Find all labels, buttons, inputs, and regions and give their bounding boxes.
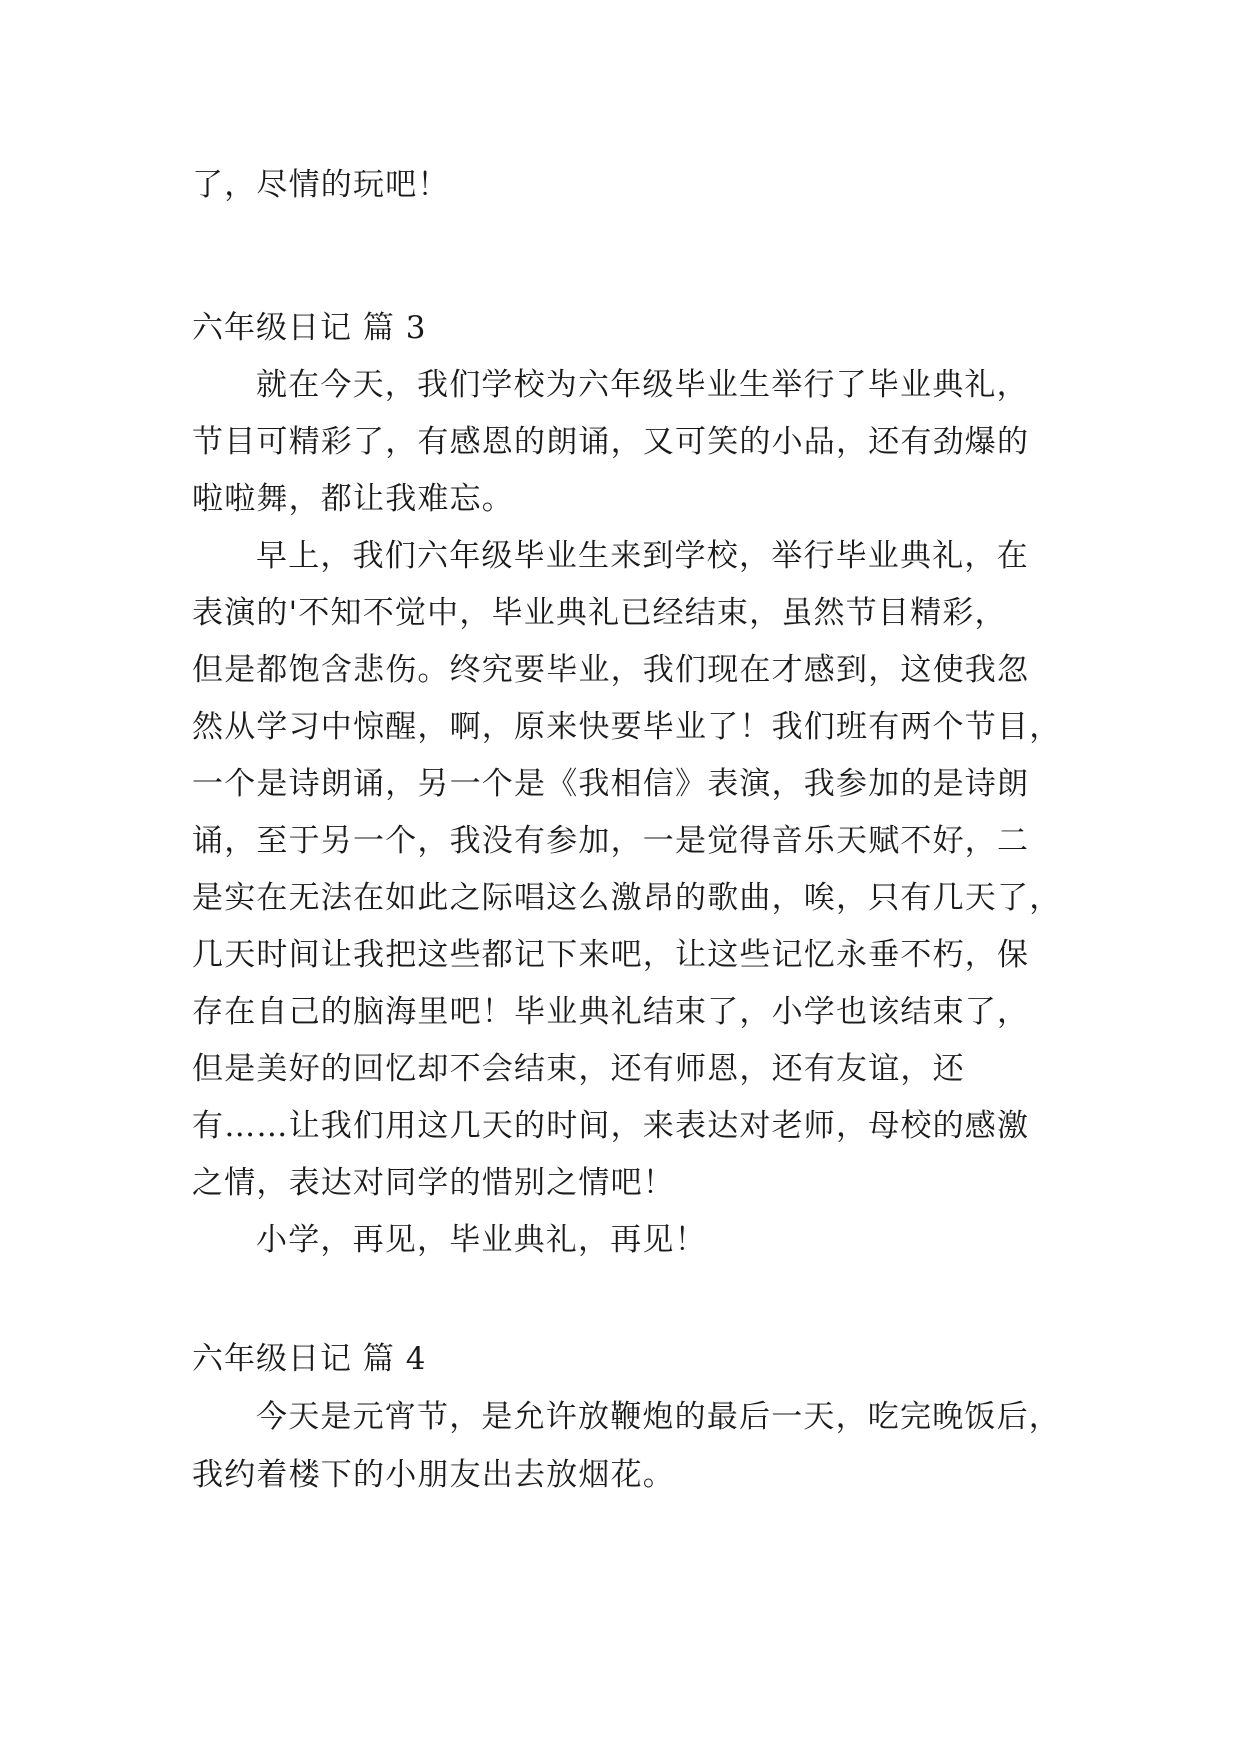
section-heading: 六年级日记 篇 4: [192, 1341, 427, 1377]
paragraph-line: 一个是诗朗诵，另一个是《我相信》表演，我参加的是诗朗: [192, 766, 1030, 802]
paragraph-line: 但是美好的回忆却不会结束，还有师恩，还有友谊，还: [192, 1051, 965, 1087]
paragraph-line: 然从学习中惊醒，啊，原来快要毕业了！我们班有两个节目，: [192, 709, 1062, 745]
paragraph-line: 表演的'不知不觉中，毕业典礼已经结束，虽然节目精彩，: [192, 595, 1007, 631]
paragraph-line: 早上，我们六年级毕业生来到学校，举行毕业典礼，在: [256, 538, 1029, 574]
section-heading: 六年级日记 篇 3: [192, 310, 427, 346]
paragraph-line: 啦啦舞，都让我难忘。: [192, 481, 514, 517]
paragraph-line: 是实在无法在如此之际唱这么激昂的歌曲，唉，只有几天了，: [192, 880, 1062, 916]
text-line: 了，尽情的玩吧！: [192, 167, 450, 203]
paragraph-line: 我约着楼下的小朋友出去放烟花。: [192, 1457, 675, 1493]
paragraph-line: 但是都饱含悲伤。终究要毕业，我们现在才感到，这使我忽: [192, 652, 1030, 688]
paragraph-line: 小学，再见，毕业典礼，再见！: [256, 1222, 707, 1258]
paragraph-line: 今天是元宵节，是允许放鞭炮的最后一天，吃完晚饭后，: [256, 1399, 1061, 1435]
paragraph-line: 之情，表达对同学的惜别之情吧！: [192, 1165, 675, 1201]
paragraph-line: 有……让我们用这几天的时间，来表达对老师，母校的感激: [192, 1108, 1030, 1144]
paragraph-line: 节目可精彩了，有感恩的朗诵，又可笑的小品，还有劲爆的: [192, 424, 1030, 460]
paragraph-line: 几天时间让我把这些都记下来吧，让这些记忆永垂不朽，保: [192, 937, 1030, 973]
paragraph-line: 存在自己的脑海里吧！毕业典礼结束了，小学也该结束了，: [192, 994, 1030, 1030]
paragraph-line: 就在今天，我们学校为六年级毕业生举行了毕业典礼，: [256, 367, 1029, 403]
paragraph-line: 诵，至于另一个，我没有参加，一是觉得音乐天赋不好，二: [192, 823, 1030, 859]
